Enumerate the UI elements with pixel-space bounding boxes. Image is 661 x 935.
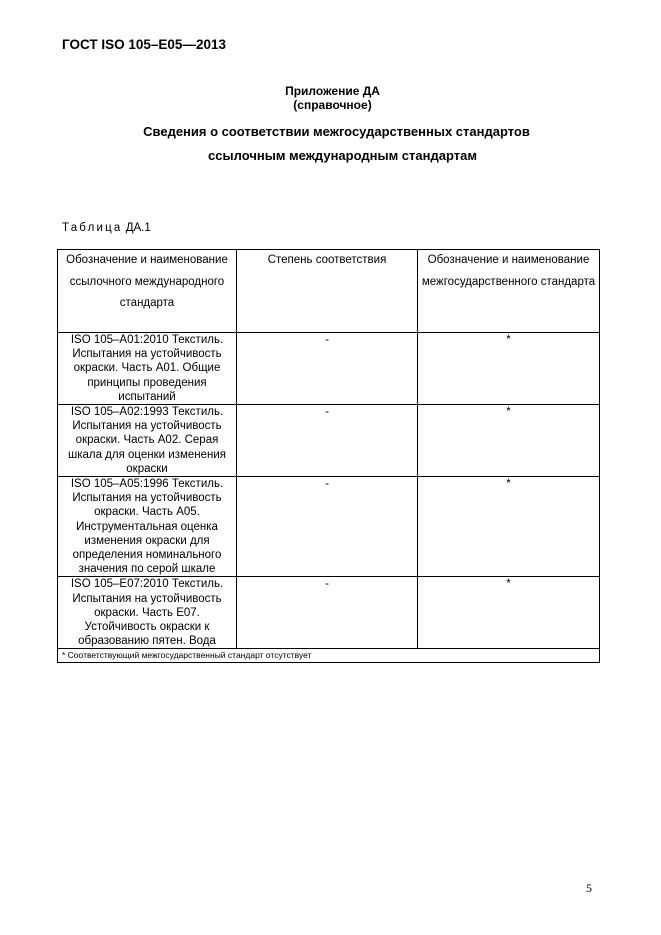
interstate-standard-cell: * — [418, 405, 600, 477]
reference-standard-cell: ISO 105–A05:1996 Текстиль. Испытания на устойчивость окраски. Часть A05. Инструментальная оценка изменения окраски для определения номинального значения по серой шкале — [58, 477, 237, 577]
interstate-standard-cell: * — [418, 333, 600, 405]
annex-title: Приложение ДА — [285, 84, 380, 98]
table-footnote: * Соответствующий межгосударственный стандарт отсутствует — [58, 649, 600, 663]
reference-standard-cell: ISO 105–E07:2010 Текстиль. Испытания на устойчивость окраски. Часть E07. Устойчивость окраски к образованию пятен. Вода — [58, 577, 237, 649]
table-row — [58, 477, 600, 577]
page-number: 5 — [586, 881, 592, 895]
table-footnote-row — [58, 649, 600, 663]
main-title-line-1: Сведения о соответствии межгосударственных стандартов — [143, 124, 530, 139]
main-title-line-2: ссылочным международным стандартам — [208, 148, 477, 163]
table-caption — [62, 222, 151, 234]
table-row — [58, 333, 600, 405]
degree-cell: - — [237, 333, 418, 405]
interstate-standard-cell: * — [418, 477, 600, 577]
table-header-row — [58, 250, 600, 333]
interstate-standard-cell: * — [418, 577, 600, 649]
reference-standard-cell: ISO 105–A01:2010 Текстиль. Испытания на устойчивость окраски. Часть A01. Общие принципы проведения испытаний — [58, 333, 237, 405]
table-row — [58, 405, 600, 477]
document-code: ГОСТ ISO 105–E05—2013 — [62, 37, 226, 52]
header-reference-standard: Обозначение и наименование ссылочного международного стандарта — [58, 250, 237, 333]
header-degree-of-correspondence: Степень соответствия — [237, 250, 418, 333]
degree-cell: - — [237, 577, 418, 649]
table-row — [58, 577, 600, 649]
table-caption-number: ДА.1 — [125, 222, 151, 234]
degree-cell: - — [237, 405, 418, 477]
annex-type: (справочное) — [293, 98, 372, 112]
reference-standard-cell: ISO 105–A02:1993 Текстиль. Испытания на устойчивость окраски. Часть A02. Серая шкала для оценки изменения окраски — [58, 405, 237, 477]
table-caption-word: Таблица — [62, 222, 123, 234]
correspondence-table — [57, 249, 600, 663]
degree-cell: - — [237, 477, 418, 577]
header-interstate-standard: Обозначение и наименование межгосударственного стандарта — [418, 250, 600, 333]
